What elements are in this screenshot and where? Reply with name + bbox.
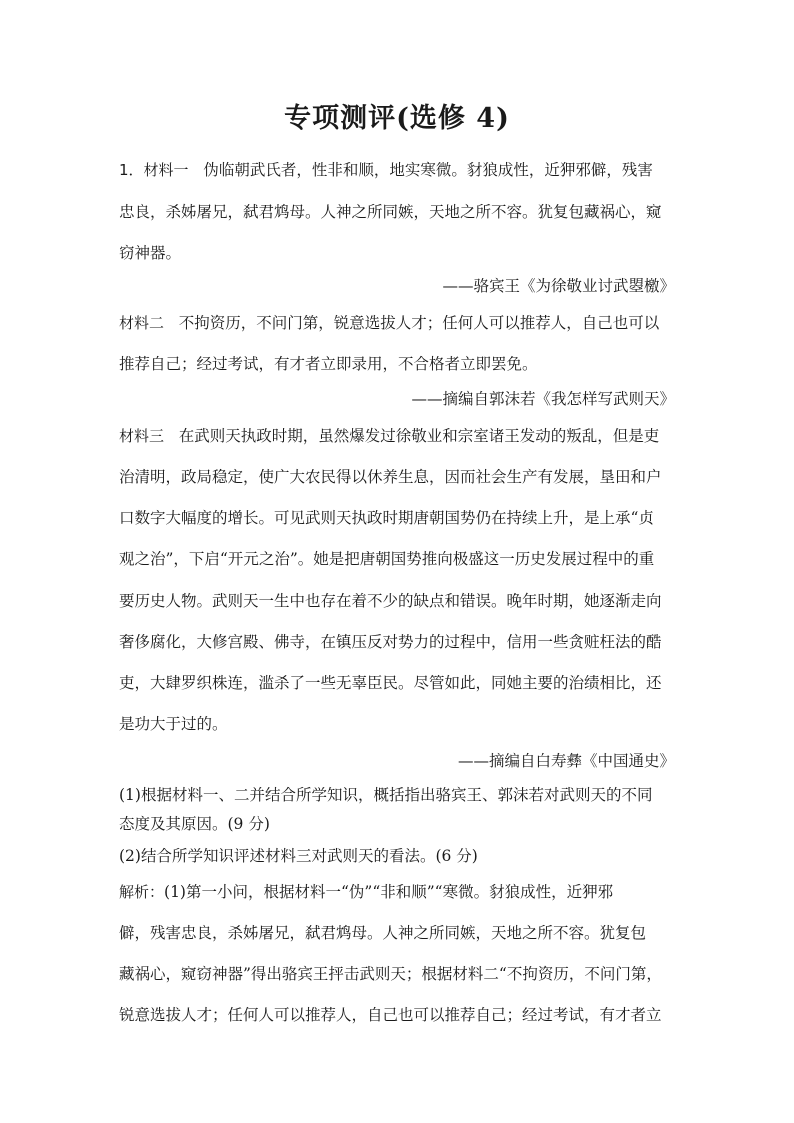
material-2-label: 材料二 bbox=[119, 314, 165, 332]
analysis-label: 解析： bbox=[119, 883, 165, 901]
subquestion-1-line: (1)根据材料一、二并结合所学知识，概括指出骆宾王、郭沫若对武则天的不同 bbox=[119, 786, 653, 804]
material-1-line: 忠良，杀姊屠兄，弑君鸩母。人神之所同嫉，天地之所不容。犹复包藏祸心，窥 bbox=[119, 203, 662, 221]
material-2-line: 推荐自己；经过考试，有才者立即录用，不合格者立即罢免。 bbox=[119, 355, 538, 373]
material-2-source: ——摘编自郭沫若《我怎样写武则天》 bbox=[411, 390, 675, 408]
page-title: 专项测评(选修 4) bbox=[284, 103, 510, 134]
material-2-line bbox=[119, 313, 675, 333]
material-3-line: 要历史人物。武则天一生中也存在着不少的缺点和错误。晚年时期，她逐渐走向 bbox=[119, 592, 662, 610]
material-3-source: ——摘编自白寿彝《中国通史》 bbox=[457, 752, 675, 770]
material-3-line: 口数字大幅度的增长。可见武则天执政时期唐朝国势仍在持续上升，是上承“贞 bbox=[119, 509, 654, 527]
material-3-line: 是功大于过的。 bbox=[119, 715, 228, 733]
material-3-line: 治清明，政局稳定，使广大农民得以休养生息，因而社会生产有发展，垦田和户 bbox=[119, 468, 662, 486]
analysis-line bbox=[119, 882, 675, 902]
material-3-line bbox=[119, 426, 675, 446]
material-1-line bbox=[119, 160, 675, 180]
material-3-line: 奢侈腐化，大修宫殿、佛寺，在镇压反对势力的过程中，信用一些贪赃枉法的酷 bbox=[119, 633, 662, 651]
material-1-line: 窃神器。 bbox=[119, 244, 182, 262]
material-1-label: 1．材料一 bbox=[119, 161, 189, 179]
material-3-label: 材料三 bbox=[119, 427, 165, 445]
analysis-text: (1)第一小问，根据材料一“伪”“非和顺”“寒微。豺狼成性，近狎邪 bbox=[164, 883, 614, 901]
analysis-line: 藏祸心，窥窃神器”得出骆宾王抨击武则天；根据材料二“不拘资历，不问门第， bbox=[119, 965, 662, 983]
material-3-line: 吏，大肆罗织株连，滥杀了一些无辜臣民。尽管如此，同她主要的治绩相比，还 bbox=[119, 674, 662, 692]
analysis-line: 僻，残害忠良，杀姊屠兄，弑君鸩母。人神之所同嫉，天地之所不容。犹复包 bbox=[119, 924, 647, 942]
material-3-text: 在武则天执政时期，虽然爆发过徐敬业和宗室诸王发动的叛乱，但是吏 bbox=[178, 427, 660, 445]
material-3-line: 观之治”，下启“开元之治”。她是把唐朝国势推向极盛这一历史发展过程中的重 bbox=[119, 550, 655, 568]
material-1-source: ——骆宾王《为徐敬业讨武曌檄》 bbox=[442, 277, 675, 295]
material-1-text: 伪临朝武氏者，性非和顺，地实寒微。豺狼成性，近狎邪僻，残害 bbox=[203, 161, 653, 179]
subquestion-2: (2)结合所学知识评述材料三对武则天的看法。(6 分) bbox=[119, 847, 478, 865]
subquestion-1-line: 态度及其原因。(9 分) bbox=[119, 815, 270, 833]
material-2-text: 不拘资历，不问门第，锐意选拔人才；任何人可以推荐人，自己也可以 bbox=[178, 314, 660, 332]
analysis-line: 锐意选拔人才；任何人可以推荐人，自己也可以推荐自己；经过考试，有才者立 bbox=[119, 1006, 662, 1024]
